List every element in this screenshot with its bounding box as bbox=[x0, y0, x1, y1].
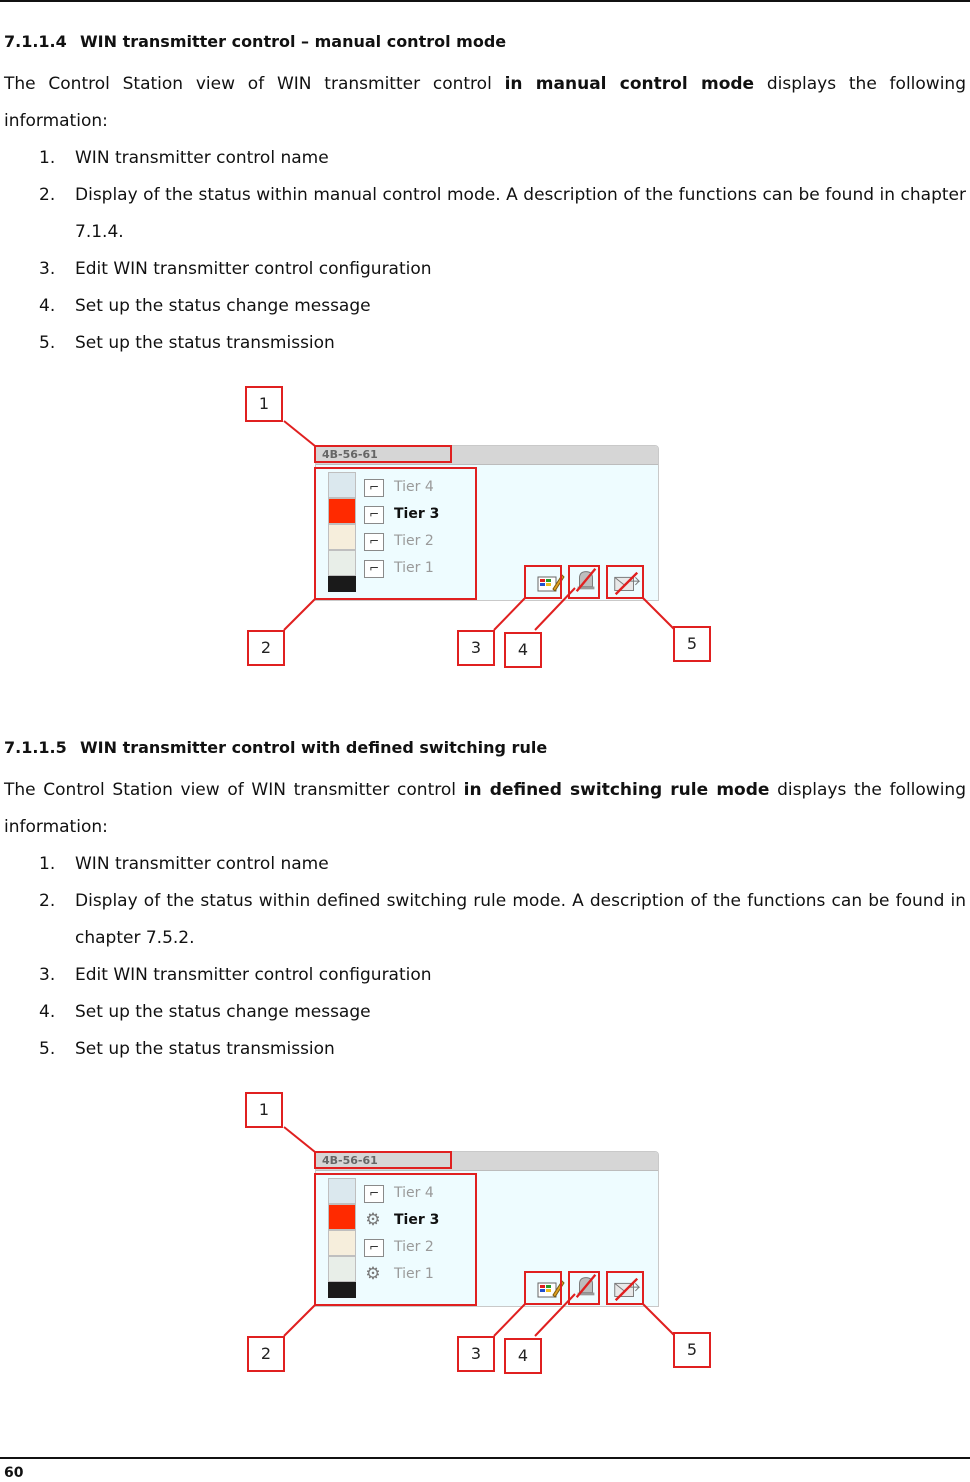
list-item bbox=[4, 883, 966, 957]
item-number: 5. bbox=[39, 1039, 56, 1059]
section-number: 7.1.1.4 bbox=[4, 32, 67, 51]
leader-1 bbox=[284, 1127, 315, 1152]
item-text: Display of the status within defined switching rule mode. A description of the functions can be found in chapter 7.5.2. bbox=[75, 891, 966, 948]
highlight-name bbox=[315, 1152, 451, 1168]
leader-3 bbox=[494, 598, 525, 630]
callout-1: 1 bbox=[245, 1092, 283, 1128]
item-number: 3. bbox=[39, 965, 56, 985]
tier-label: Tier 1 bbox=[394, 560, 434, 576]
item-number: 1. bbox=[39, 148, 56, 168]
highlight-transmission bbox=[607, 566, 643, 598]
item-number: 1. bbox=[39, 854, 56, 874]
item-number: 4. bbox=[39, 296, 56, 316]
tier-label: Tier 4 bbox=[394, 1185, 434, 1201]
list-item bbox=[4, 140, 966, 177]
tier-label: Tier 2 bbox=[394, 533, 434, 549]
tier-label: Tier 4 bbox=[394, 479, 434, 495]
list-item bbox=[4, 846, 966, 883]
highlight-transmission bbox=[607, 1272, 643, 1304]
list-item bbox=[4, 288, 966, 325]
item-number: 2. bbox=[39, 891, 56, 911]
control-name: 4B-56-61 bbox=[322, 1154, 378, 1167]
list-item bbox=[4, 325, 966, 362]
figure-switching-rule bbox=[245, 1088, 765, 1388]
item-text: Set up the status change message bbox=[75, 1002, 371, 1022]
intro-text-end: displays the following information: bbox=[4, 780, 966, 837]
callout-5: 5 bbox=[673, 626, 711, 662]
leader-2 bbox=[284, 599, 315, 630]
leader-4 bbox=[535, 1294, 575, 1336]
callout-3: 3 bbox=[457, 1336, 495, 1372]
header-rule bbox=[0, 0, 970, 2]
callout-4: 4 bbox=[504, 1338, 542, 1374]
list-item bbox=[4, 177, 966, 251]
list-item bbox=[4, 1031, 966, 1068]
item-text: Set up the status transmission bbox=[75, 1039, 335, 1059]
page-number: 60 bbox=[4, 1465, 24, 1481]
callout-5: 5 bbox=[673, 1332, 711, 1368]
item-text: Edit WIN transmitter control configuration bbox=[75, 965, 432, 985]
info-list bbox=[4, 846, 966, 1068]
control-name: 4B-56-61 bbox=[322, 448, 378, 461]
highlight-message bbox=[569, 566, 599, 598]
figure-manual-control bbox=[245, 382, 765, 682]
leader-4 bbox=[535, 588, 575, 630]
switch-icon[interactable]: ⌐ bbox=[364, 1239, 384, 1257]
section-switching-rule bbox=[4, 736, 966, 1068]
callout-2: 2 bbox=[247, 630, 285, 666]
callout-4: 4 bbox=[504, 632, 542, 668]
intro-paragraph bbox=[4, 66, 966, 140]
callout-2: 2 bbox=[247, 1336, 285, 1372]
gear-icon[interactable]: ⚙ bbox=[365, 1264, 381, 1284]
callout-3: 3 bbox=[457, 630, 495, 666]
section-heading bbox=[4, 30, 966, 54]
switch-icon[interactable]: ⌐ bbox=[364, 1185, 384, 1203]
switch-icon[interactable]: ⌐ bbox=[364, 560, 384, 578]
highlight-status bbox=[315, 468, 476, 599]
section-title: WIN transmitter control – manual control mode bbox=[80, 32, 507, 51]
intro-text-end: displays the following information: bbox=[4, 74, 966, 131]
item-text: Edit WIN transmitter control configuration bbox=[75, 259, 432, 279]
leader-3 bbox=[494, 1304, 525, 1336]
footer-rule bbox=[0, 1457, 970, 1459]
highlight-status bbox=[315, 1174, 476, 1305]
info-list bbox=[4, 140, 966, 362]
intro-paragraph bbox=[4, 772, 966, 846]
section-number: 7.1.1.5 bbox=[4, 738, 67, 757]
list-item bbox=[4, 994, 966, 1031]
tier-label: Tier 1 bbox=[394, 1266, 434, 1282]
list-item bbox=[4, 957, 966, 994]
highlight-edit bbox=[525, 1272, 561, 1304]
item-text: Set up the status transmission bbox=[75, 333, 335, 353]
highlight-edit bbox=[525, 566, 561, 598]
leader-5 bbox=[643, 1304, 675, 1336]
section-title: WIN transmitter control with defined switching rule bbox=[80, 738, 548, 757]
item-number: 4. bbox=[39, 1002, 56, 1022]
leader-2 bbox=[284, 1305, 315, 1336]
tier-label: Tier 3 bbox=[394, 1212, 440, 1228]
intro-bold: in manual control mode bbox=[504, 74, 755, 94]
intro-bold: in defined switching rule mode bbox=[463, 780, 770, 800]
tier-label: Tier 2 bbox=[394, 1239, 434, 1255]
highlight-name bbox=[315, 446, 451, 462]
tier-label: Tier 3 bbox=[394, 506, 440, 522]
switch-icon[interactable]: ⌐ bbox=[364, 479, 384, 497]
callout-1: 1 bbox=[245, 386, 283, 422]
item-text: WIN transmitter control name bbox=[75, 148, 329, 168]
leader-1 bbox=[284, 421, 315, 446]
item-text: Display of the status within manual control mode. A description of the functions can be found in chapter 7.1.4. bbox=[75, 185, 966, 242]
switch-icon[interactable]: ⌐ bbox=[364, 506, 384, 524]
list-item bbox=[4, 251, 966, 288]
section-heading bbox=[4, 736, 966, 760]
gear-icon[interactable]: ⚙ bbox=[365, 1210, 381, 1230]
item-text: Set up the status change message bbox=[75, 296, 371, 316]
section-manual-control bbox=[4, 30, 966, 362]
item-number: 3. bbox=[39, 259, 56, 279]
item-number: 5. bbox=[39, 333, 56, 353]
item-text: WIN transmitter control name bbox=[75, 854, 329, 874]
item-number: 2. bbox=[39, 185, 56, 205]
leader-5 bbox=[643, 598, 675, 630]
intro-text: The Control Station view of WIN transmitter control bbox=[4, 780, 464, 800]
switch-icon[interactable]: ⌐ bbox=[364, 533, 384, 551]
highlight-message bbox=[569, 1272, 599, 1304]
intro-text: The Control Station view of WIN transmitter control bbox=[4, 74, 505, 94]
